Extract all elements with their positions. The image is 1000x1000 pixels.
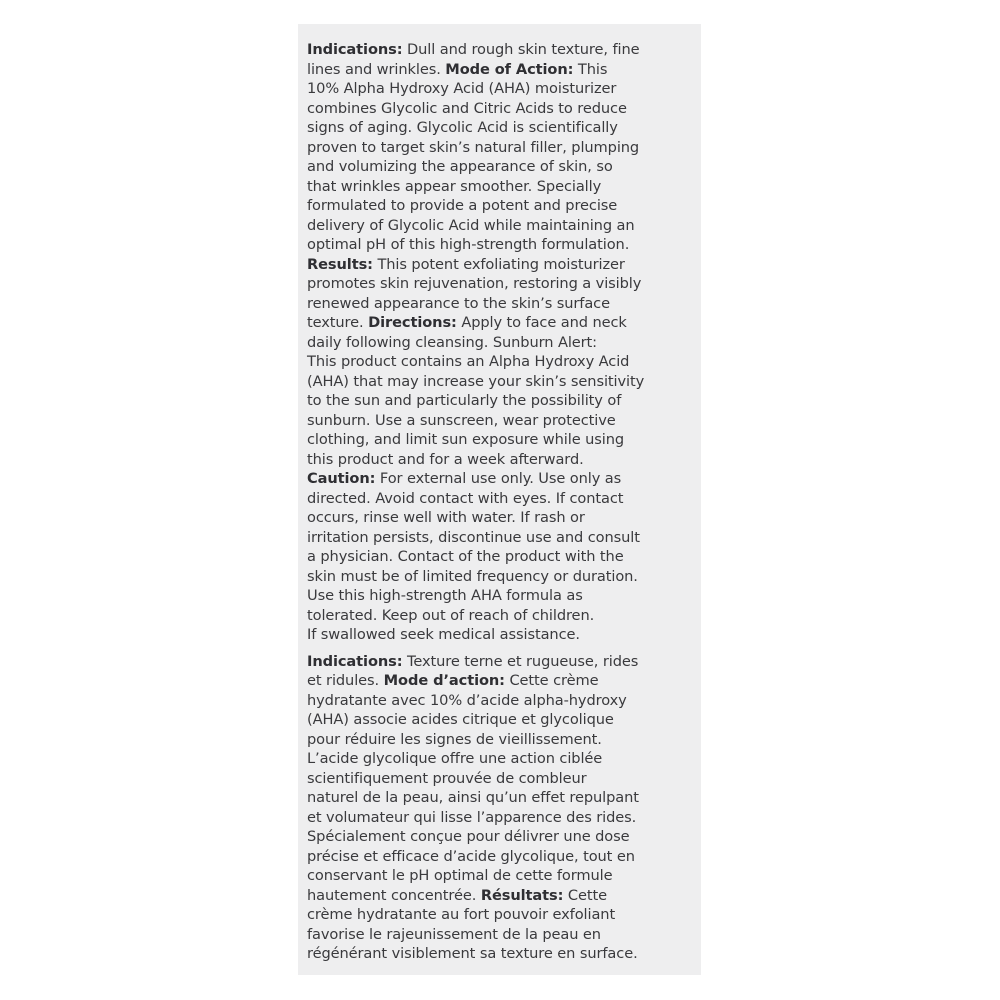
body-text: This potent exfoliating moisturizer — [372, 255, 625, 273]
english-line — [307, 216, 699, 236]
body-text: skin must be of limited frequency or duration. — [307, 567, 638, 585]
body-text: Apply to face and neck — [456, 314, 627, 331]
english-line — [307, 489, 699, 509]
french-line — [307, 827, 699, 847]
french-line — [307, 905, 699, 925]
label-panel — [298, 24, 701, 975]
english-line — [307, 313, 699, 333]
body-text: sunburn. Use a sunscreen, wear protective — [307, 411, 616, 429]
section-heading: Résultats: — [480, 886, 564, 904]
body-text: Dull and rough skin texture, fine — [402, 41, 640, 58]
english-line — [307, 118, 699, 138]
english-line — [307, 450, 699, 470]
body-text: that wrinkles appear smoother. Specially — [307, 177, 602, 195]
english-line — [307, 469, 699, 489]
english-line — [307, 235, 699, 255]
english-line — [307, 547, 699, 567]
body-text: crème hydratante au fort pouvoir exfoliant — [307, 906, 616, 923]
section-heading: Indications: — [307, 41, 403, 58]
french-line — [307, 944, 699, 964]
french-line — [307, 749, 699, 769]
body-text: (AHA) that may increase your skin’s sensitivity — [307, 372, 645, 390]
french-line — [307, 788, 699, 808]
section-heading: Directions: — [368, 314, 457, 331]
body-text: 10% Alpha Hydroxy Acid (AHA) moisturizer — [307, 80, 617, 97]
english-section — [307, 40, 699, 645]
french-line — [307, 710, 699, 730]
english-line — [307, 333, 699, 353]
body-text: a physician. Contact of the product with the — [307, 548, 624, 565]
english-line — [307, 79, 699, 99]
english-line — [307, 372, 699, 392]
french-line — [307, 691, 699, 711]
body-text: L’acide glycolique offre une action ciblée — [307, 750, 603, 767]
section-heading: Results: — [307, 255, 373, 273]
section-heading: Indications: — [307, 652, 403, 670]
french-line — [307, 671, 699, 691]
body-text: to the sun and particularly the possibility of — [307, 392, 622, 409]
section-heading: Mode d’action: — [383, 672, 505, 689]
body-text: et volumateur qui lisse l’apparence des rides. — [307, 808, 637, 826]
body-text: and volumizing the appearance of skin, so — [307, 158, 613, 175]
body-text: et ridules. — [307, 672, 384, 689]
body-text: clothing, and limit sun exposure while using — [307, 431, 625, 448]
body-text: Cette crème — [504, 672, 599, 689]
body-text: directed. Avoid contact with eyes. If contact — [307, 489, 624, 507]
english-line — [307, 196, 699, 216]
body-text: combines Glycolic and Citric Acids to reduce — [307, 99, 627, 117]
english-line — [307, 391, 699, 411]
body-text: hydratante avec 10% d’acide alpha-hydroxy — [307, 691, 627, 709]
body-text: favorise le rajeunissement de la peau en — [307, 925, 601, 943]
section-gap — [307, 645, 699, 652]
french-line — [307, 730, 699, 750]
english-line — [307, 508, 699, 528]
body-text: This — [573, 60, 608, 78]
section-heading: Mode of Action: — [445, 60, 574, 78]
body-text: Use this high-strength AHA formula as — [307, 587, 583, 604]
english-line — [307, 606, 699, 626]
french-line — [307, 866, 699, 886]
body-text: formulated to provide a potent and precise — [307, 197, 618, 214]
english-line — [307, 40, 699, 60]
english-line — [307, 430, 699, 450]
body-text: naturel de la peau, ainsi qu’un effet repulpant — [307, 789, 639, 806]
body-text: Spécialement conçue pour délivrer une dose — [307, 828, 630, 845]
body-text: conservant le pH optimal de cette formule — [307, 867, 613, 884]
body-text: régénérant visiblement sa texture en surface. — [307, 945, 638, 962]
body-text: Cette — [563, 886, 608, 904]
english-line — [307, 411, 699, 431]
body-text: irritation persists, discontinue use and consult — [307, 528, 640, 546]
french-line — [307, 847, 699, 867]
french-line — [307, 769, 699, 789]
english-line — [307, 157, 699, 177]
english-line — [307, 274, 699, 294]
body-text: delivery of Glycolic Acid while maintaining an — [307, 216, 635, 234]
body-text: Texture terne et rugueuse, rides — [402, 652, 639, 670]
english-line — [307, 294, 699, 314]
body-text: For external use only. Use only as — [375, 470, 622, 487]
body-text: This product contains an Alpha Hydroxy Acid — [307, 353, 630, 370]
section-heading: Caution: — [307, 470, 376, 487]
english-line — [307, 352, 699, 372]
english-line — [307, 138, 699, 158]
english-line — [307, 528, 699, 548]
body-text: tolerated. Keep out of reach of children. — [307, 606, 595, 624]
label-text — [307, 40, 699, 964]
body-text: proven to target skin’s natural filler, plumping — [307, 138, 640, 156]
french-line — [307, 652, 699, 672]
body-text: occurs, rinse well with water. If rash or — [307, 509, 585, 526]
english-line — [307, 625, 699, 645]
body-text: lines and wrinkles. — [307, 60, 446, 78]
body-text: promotes skin rejuvenation, restoring a visibly — [307, 275, 642, 292]
body-text: texture. — [307, 314, 369, 331]
body-text: optimal pH of this high-strength formulation. — [307, 236, 630, 253]
body-text: pour réduire les signes de vieillissement. — [307, 730, 602, 748]
body-text: (AHA) associe acides citrique et glycolique — [307, 711, 614, 728]
english-line — [307, 586, 699, 606]
french-line — [307, 925, 699, 945]
body-text: daily following cleansing. Sunburn Alert: — [307, 333, 597, 351]
body-text: this product and for a week afterward. — [307, 450, 584, 468]
french-section — [307, 652, 699, 964]
body-text: hautement concentrée. — [307, 886, 481, 904]
english-line — [307, 567, 699, 587]
french-line — [307, 808, 699, 828]
body-text: renewed appearance to the skin’s surface — [307, 294, 610, 312]
english-line — [307, 99, 699, 119]
body-text: scientifiquement prouvée de combleur — [307, 769, 587, 787]
body-text: If swallowed seek medical assistance. — [307, 626, 580, 643]
body-text: précise et efficace d’acide glycolique, tout en — [307, 847, 635, 865]
body-text: signs of aging. Glycolic Acid is scientifically — [307, 119, 618, 136]
french-line — [307, 886, 699, 906]
english-line — [307, 255, 699, 275]
english-line — [307, 177, 699, 197]
english-line — [307, 60, 699, 80]
